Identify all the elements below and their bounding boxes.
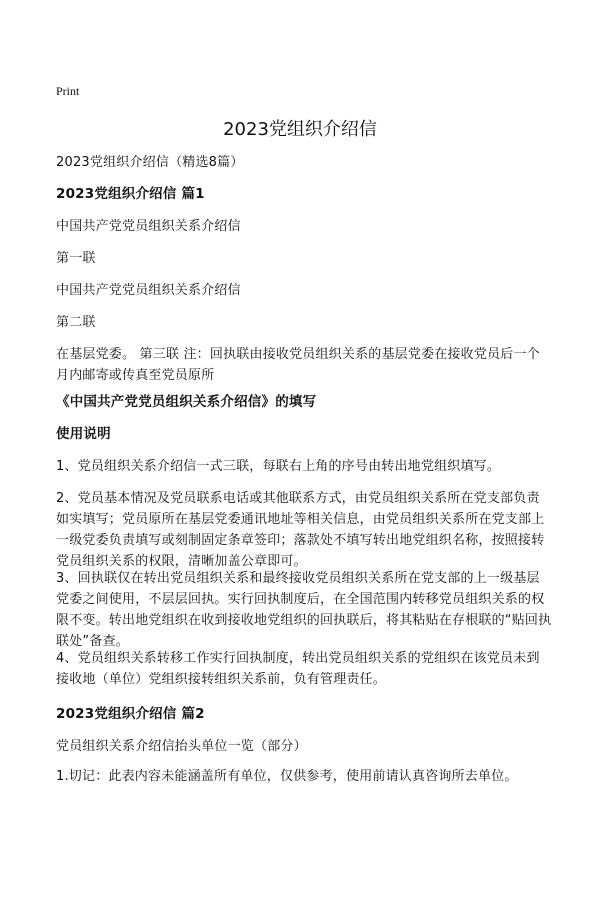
section-2-heading: 2023党组织介绍信 篇2 [56,706,205,722]
paragraph-line-6: 党员组织关系介绍信抬头单位一览（部分） [56,739,307,754]
print-label: Print [56,84,80,98]
usage-heading: 使用说明 [56,426,111,442]
paragraph-line-7: 1.切记：此表内容未能涵盖所有单位，仅供参考，使用前请认真咨询所去单位。 [56,769,518,784]
document-subtitle: 2023党组织介绍信（精选8篇） [56,155,244,170]
paragraph-line-4: 第二联 [56,315,96,330]
instruction-item-1: 1、党员组织关系介绍信一式三联，每联右上角的序号由转出地党组织填写。 [56,459,501,474]
paragraph-line-1: 中国共产党党员组织关系介绍信 [56,219,241,234]
instruction-item-3: 3、回执联仅在转出党员组织关系和最终接收党员组织关系所在党支部的上一级基层党委之间使用，不层层回执。实行回执制度后，在全国范围内转移党员组织关系的权限不变。转出地党组织在收到接收地党组织的回执联后，将其粘贴在存根联的“贴回执联处”备查。 [56,571,552,649]
section-1-heading: 2023党组织介绍信 篇1 [56,186,205,202]
instruction-item-2: 2、党员基本情况及党员联系电话或其他联系方式，由党员组织关系所在党支部负责如实填写；党员原所在基层党委通讯地址等相关信息，由党员组织关系所在党支部上一级党委负责填写或刻制固定条章签印；落款处不填写转出地党组织名称，按照接转党员组织关系的权限，清晰加盖公章即可。 [56,491,545,569]
paragraph-line-3: 中国共产党党员组织关系介绍信 [56,283,241,298]
instruction-item-4: 4、党员组织关系转移工作实行回执制度，转出党员组织关系的党组织在该党员未到接收地（单位）党组织接转组织关系前，负有管理责任。 [56,651,540,687]
paragraph-line-2: 第一联 [56,251,96,266]
fill-instructions-heading: 《中国共产党党员组织关系介绍信》的填写 [56,394,317,410]
paragraph-line-5: 在基层党委。 第三联 注：回执联由接收党员组织关系的基层党委在接收党员后一个月内邮寄或传真至党员原所 [56,347,540,383]
document-title: 2023党组织介绍信 [223,119,377,140]
